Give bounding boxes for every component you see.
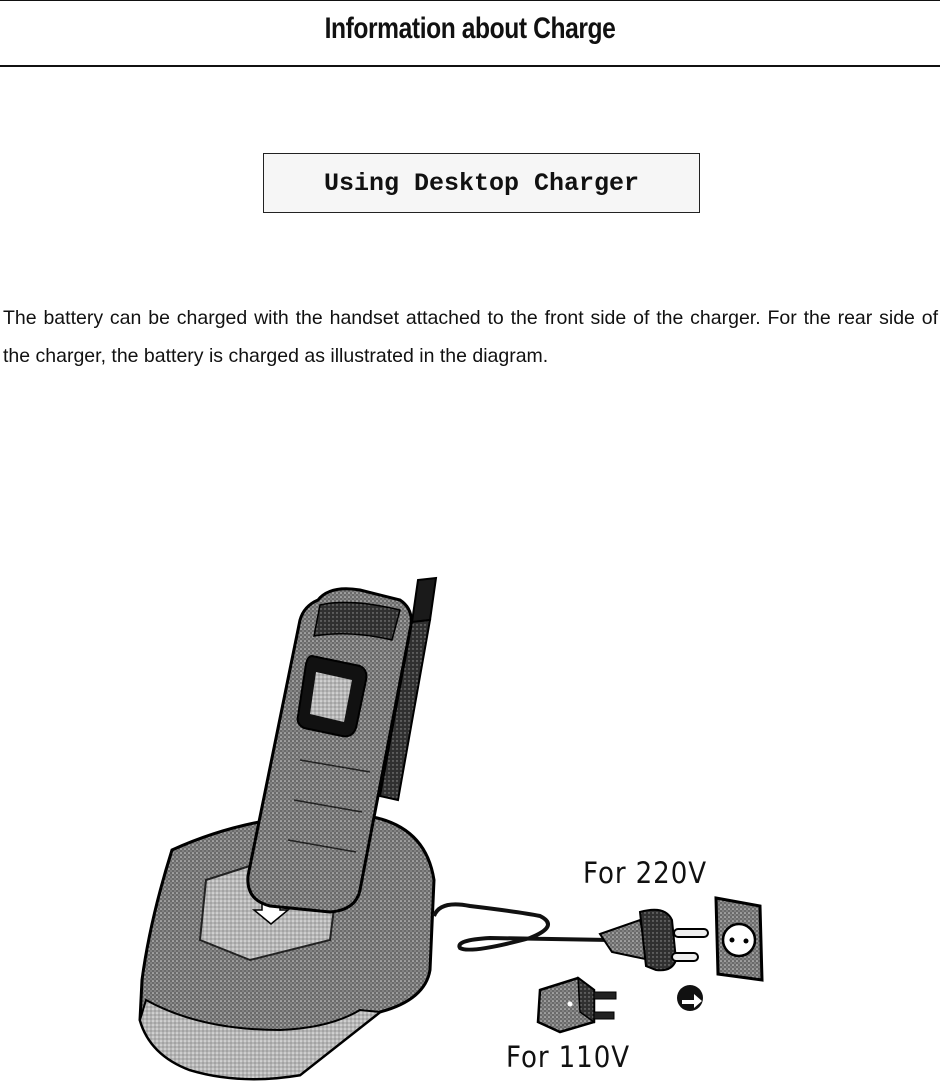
label-110v: For 110V: [506, 1040, 630, 1074]
charger-illustration: [0, 560, 940, 1081]
section-heading-box: [263, 153, 700, 213]
page-title: Information about Charge: [324, 12, 616, 45]
charger-diagram: [0, 560, 940, 1081]
section-title: Using Desktop Charger: [323, 168, 640, 198]
adapter-110v: [538, 978, 616, 1032]
top-rule: [0, 0, 940, 1]
label-220v: For 220V: [583, 856, 707, 890]
power-cord: [434, 904, 610, 949]
plug-220v: [600, 910, 708, 971]
title-underline: [0, 65, 940, 67]
wall-socket: [716, 898, 762, 980]
arrow-icon: [677, 985, 703, 1011]
body-paragraph: The battery can be charged with the handset attached to the front side of the charger. For the rear side of the charger, the battery is charged as illustrated in the diagram.: [3, 307, 938, 367]
